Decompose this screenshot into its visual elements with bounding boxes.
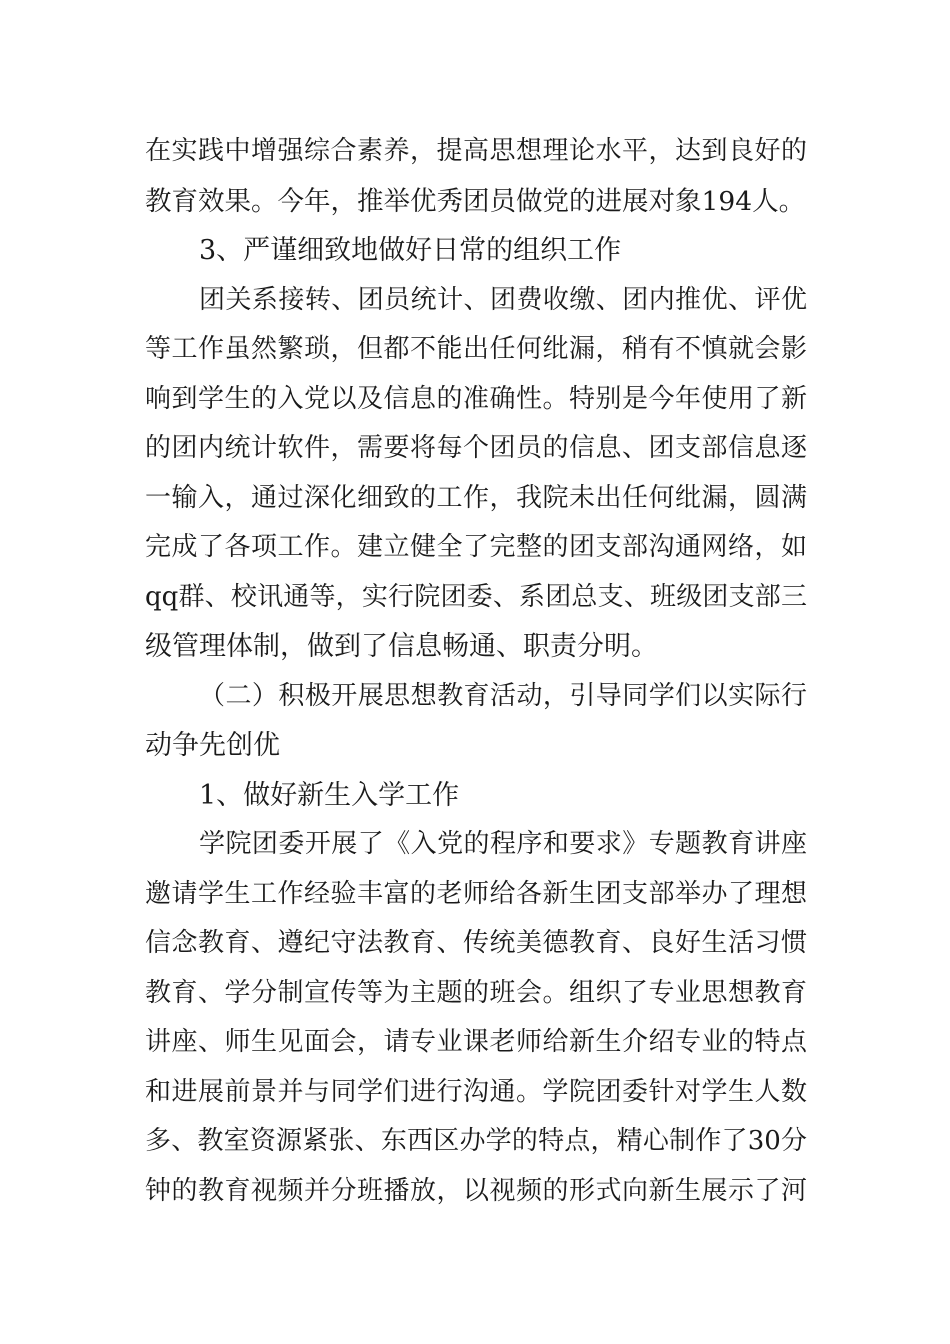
text-line: 一输入，通过深化细致的工作，我院未出任何纰漏，圆满 — [145, 482, 807, 513]
text-line: 钟的教育视频并分班播放，以视频的形式向新生展示了河 — [145, 1175, 807, 1206]
text-line: 和进展前景并与同学们进行沟通。学院团委针对学生人数 — [145, 1076, 807, 1107]
text-line: 邀请学生工作经验丰富的老师给各新生团支部举办了理想 — [145, 878, 807, 909]
text-line: 教育效果。今年，推举优秀团员做党的进展对象194人。 — [145, 185, 806, 217]
text-line: 团关系接转、团员统计、团费收缴、团内推优、评优 — [199, 284, 807, 315]
text-line: 完成了各项工作。建立健全了完整的团支部沟通网络，如 — [145, 532, 807, 562]
text-line: qq群、校讯通等，实行院团委、系团总支、班级团支部三 — [145, 581, 807, 612]
text-line: 在实践中增强综合素养，提高思想理论水平，达到良好的 — [145, 136, 807, 166]
text-line: 3、严谨细致地做好日常的组织工作 — [199, 235, 622, 266]
text-line: 1、做好新生入学工作 — [199, 779, 460, 811]
document-body — [145, 127, 807, 1216]
text-line: 讲座、师生见面会，请专业课老师给新生介绍专业的特点 — [145, 1027, 807, 1057]
text-line: 级管理体制，做到了信息畅通、职责分明。 — [145, 631, 658, 662]
text-line: 等工作虽然繁琐，但都不能出任何纰漏，稍有不慎就会影 — [145, 334, 807, 364]
text-line: 多、教室资源紧张、东西区办学的特点，精心制作了30分 — [145, 1126, 807, 1156]
text-line: 响到学生的入党以及信息的准确性。特别是今年使用了新 — [145, 383, 807, 414]
text-line: 教育、学分制宣传等为主题的班会。组织了专业思想教育 — [145, 977, 807, 1008]
text-line: 学院团委开展了《入党的程序和要求》专题教育讲座 — [199, 829, 807, 859]
text-line: （二）积极开展思想教育活动，引导同学们以实际行 — [199, 680, 807, 711]
text-line: 动争先创优 — [145, 730, 280, 761]
text-line: 的团内统计软件，需要将每个团员的信息、团支部信息逐 — [145, 433, 807, 463]
text-line: 信念教育、遵纪守法教育、传统美德教育、良好生活习惯 — [145, 928, 807, 958]
